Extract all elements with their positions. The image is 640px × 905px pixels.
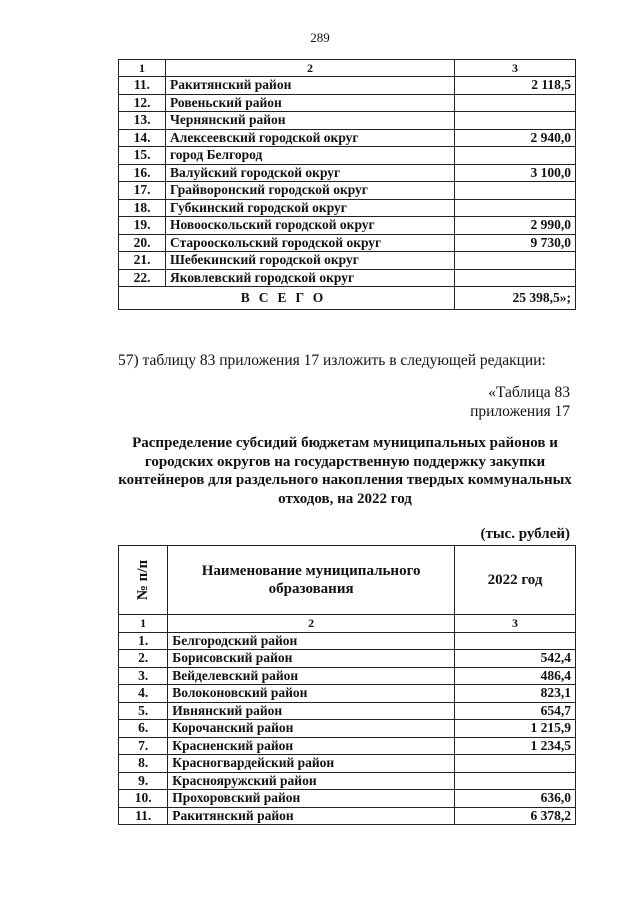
col-number-2: 2 <box>168 615 455 633</box>
header-number-cell <box>119 546 168 615</box>
amount-value <box>455 772 576 790</box>
table-row <box>119 650 576 668</box>
table-row <box>119 129 576 147</box>
row-number: 9. <box>119 772 168 790</box>
amount-value: 2 990,0 <box>455 217 576 235</box>
units-label: (тыс. рублей) <box>480 526 570 542</box>
amount-value: 3 100,0 <box>455 164 576 182</box>
row-number: 20. <box>119 234 166 252</box>
municipality-name: Чернянский район <box>166 112 455 130</box>
row-number: 19. <box>119 217 166 235</box>
table-row <box>119 720 576 738</box>
amount-value: 2 118,5 <box>455 77 576 95</box>
table-row <box>119 252 576 270</box>
amount-value <box>455 94 576 112</box>
table-row <box>119 147 576 165</box>
amount-value: 1 215,9 <box>455 720 576 738</box>
row-number: 1. <box>119 632 168 650</box>
table-title: Распределение субсидий бюджетам муниципальных районов и городских округов на государственную поддержку закупки контейнеров для раздельного накопления твердых коммунальных отходов, на 2022 год <box>118 435 572 507</box>
table-row <box>119 94 576 112</box>
row-number: 2. <box>119 650 168 668</box>
column-numbers-row <box>119 615 576 633</box>
municipality-name: Красногвардейский район <box>168 755 455 773</box>
row-number: 3. <box>119 667 168 685</box>
table-row <box>119 667 576 685</box>
row-number: 8. <box>119 755 168 773</box>
table-row <box>119 234 576 252</box>
row-number: 15. <box>119 147 166 165</box>
header-name: Наименование муниципального образования <box>168 546 455 615</box>
col-number-3: 3 <box>455 60 576 77</box>
amount-value: 1 234,5 <box>455 737 576 755</box>
amount-value: 542,4 <box>455 650 576 668</box>
table-row <box>119 77 576 95</box>
table-row <box>119 199 576 217</box>
amount-value: 6 378,2 <box>455 807 576 825</box>
allocation-table-continued <box>118 59 576 310</box>
amount-value: 2 940,0 <box>455 129 576 147</box>
municipality-name: Борисовский район <box>168 650 455 668</box>
header-number: № п/п <box>135 559 152 601</box>
row-number: 16. <box>119 164 166 182</box>
amount-value <box>455 269 576 287</box>
municipality-name: Шебекинский городской округ <box>166 252 455 270</box>
amount-value: 823,1 <box>455 685 576 703</box>
table-header-row <box>119 60 576 77</box>
col-number-3: 3 <box>455 615 576 633</box>
amount-value: 9 730,0 <box>455 234 576 252</box>
row-number: 11. <box>119 807 168 825</box>
table-row <box>119 182 576 200</box>
row-number: 5. <box>119 702 168 720</box>
municipality-name: Волоконовский район <box>168 685 455 703</box>
table-row <box>119 755 576 773</box>
row-number: 11. <box>119 77 166 95</box>
table-row <box>119 164 576 182</box>
municipality-name: Краснояружский район <box>168 772 455 790</box>
row-number: 7. <box>119 737 168 755</box>
table-row <box>119 112 576 130</box>
amount-value <box>455 199 576 217</box>
total-row <box>119 287 576 310</box>
table-row <box>119 807 576 825</box>
municipality-name: Белгородский район <box>168 632 455 650</box>
total-value: 25 398,5»; <box>455 287 576 310</box>
municipality-name: город Белгород <box>166 147 455 165</box>
row-number: 14. <box>119 129 166 147</box>
table-row <box>119 685 576 703</box>
amount-value: 654,7 <box>455 702 576 720</box>
table-row <box>119 772 576 790</box>
table-row <box>119 790 576 808</box>
municipality-name: Губкинский городской округ <box>166 199 455 217</box>
municipality-name: Новооскольский городской округ <box>166 217 455 235</box>
table-caption: «Таблица 83 <box>488 384 570 401</box>
table-header-row <box>119 546 576 615</box>
municipality-name: Ракитянский район <box>168 807 455 825</box>
municipality-name: Старооскольский городской округ <box>166 234 455 252</box>
municipality-name: Вейделевский район <box>168 667 455 685</box>
col-number-2: 2 <box>166 60 455 77</box>
row-number: 6. <box>119 720 168 738</box>
municipality-name: Валуйский городской округ <box>166 164 455 182</box>
table-row <box>119 737 576 755</box>
amount-value <box>455 147 576 165</box>
municipality-name: Ивнянский район <box>168 702 455 720</box>
amendment-paragraph: 57) таблицу 83 приложения 17 изложить в следующей редакции: <box>118 352 546 369</box>
municipality-name: Алексеевский городской округ <box>166 129 455 147</box>
municipality-name: Грайворонский городской округ <box>166 182 455 200</box>
amount-value <box>455 182 576 200</box>
row-number: 22. <box>119 269 166 287</box>
col-number-1: 1 <box>119 60 166 77</box>
row-number: 10. <box>119 790 168 808</box>
municipality-name: Ракитянский район <box>166 77 455 95</box>
header-year: 2022 год <box>455 546 576 615</box>
row-number: 21. <box>119 252 166 270</box>
amount-value: 636,0 <box>455 790 576 808</box>
row-number: 12. <box>119 94 166 112</box>
row-number: 18. <box>119 199 166 217</box>
table-row <box>119 269 576 287</box>
amount-value <box>455 252 576 270</box>
municipality-name: Яковлевский городской округ <box>166 269 455 287</box>
appendix-caption: приложения 17 <box>470 403 570 420</box>
row-number: 4. <box>119 685 168 703</box>
total-label: ВСЕГО <box>119 287 455 310</box>
municipality-name: Прохоровский район <box>168 790 455 808</box>
table-row <box>119 632 576 650</box>
row-number: 17. <box>119 182 166 200</box>
municipality-name: Ровеньский район <box>166 94 455 112</box>
amount-value <box>455 755 576 773</box>
amount-value: 486,4 <box>455 667 576 685</box>
table-row <box>119 217 576 235</box>
table-row <box>119 702 576 720</box>
municipality-name: Красненский район <box>168 737 455 755</box>
amount-value <box>455 112 576 130</box>
allocation-table-2022 <box>118 545 576 825</box>
col-number-1: 1 <box>119 615 168 633</box>
amount-value <box>455 632 576 650</box>
municipality-name: Корочанский район <box>168 720 455 738</box>
page-number: 289 <box>310 30 330 45</box>
row-number: 13. <box>119 112 166 130</box>
